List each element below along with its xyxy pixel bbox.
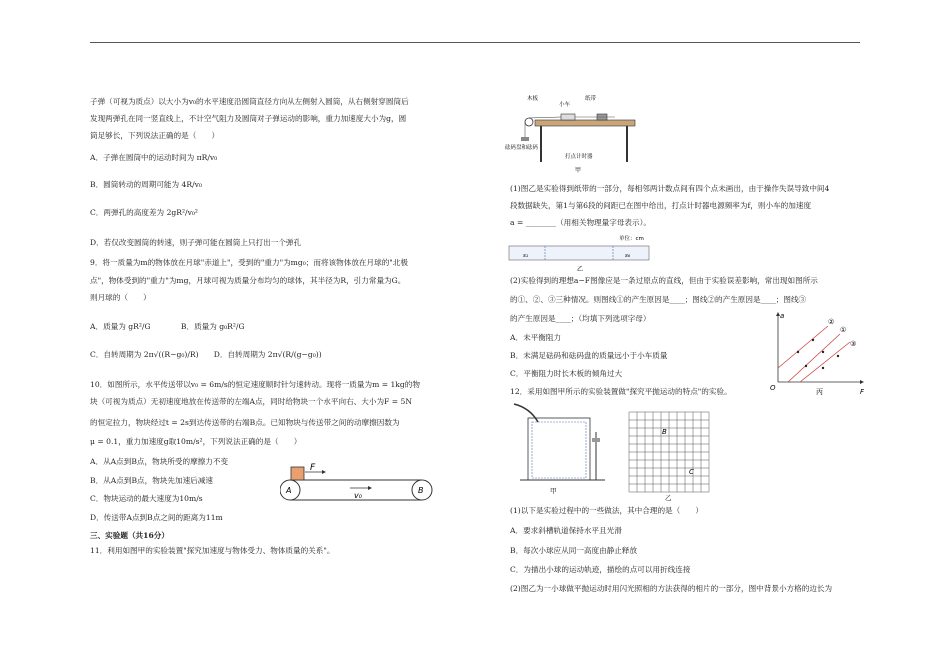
text-line: 子弹（可视为质点）以大小为v₀的水平速度沿圆筒直径方向从左侧射入圆筒，从右侧射穿圆筒后	[90, 97, 409, 106]
point-a-label: A	[286, 486, 292, 495]
option-b: B．每次小球应从同一高度由静止释放	[510, 546, 638, 555]
option-d: D．若仅改变圆筒的转速，则子弹可能在圆筒上只打出一个弹孔	[90, 238, 302, 247]
text-line: 发现两弹孔在同一竖直线上，不计空气阻力及圆筒对子弹运动的影响，重力加速度大小为g，圆	[90, 114, 407, 123]
option-b: B．未满足砝码和砝码盘的质量远小于小车质量	[510, 351, 668, 360]
board-label: 木板	[527, 96, 539, 102]
question-9: 9．将一质量为m的物体放在月球"赤道上"，受到的"重力"为mg₀；而将该物体放在月球的"北极	[90, 258, 408, 267]
unit-label: 单位：cm	[619, 236, 644, 242]
tape-label: 纸带	[585, 96, 597, 102]
option-c: C．为描出小球的运动轨迹，描绘的点可以用折线连接	[510, 565, 691, 574]
fig-caption: 丙	[816, 388, 823, 396]
line-3-label: ③	[850, 340, 857, 348]
options-cd: C．自转周期为 2π√((R−g₀)/R) D．自转周期为 2π√(R/(g−g₀))	[90, 350, 322, 359]
conveyor-figure	[280, 460, 440, 506]
block	[291, 467, 304, 480]
paper-tape-figure	[505, 232, 655, 274]
option-a: A．要求斜槽轨道保持水平且光滑	[510, 526, 622, 535]
text-line: (2)图乙为一小球做平抛运动时用闪光照相的方法获得的相片的一部分，图中背景小方格的边长为	[510, 584, 833, 593]
axis-a-label: a	[780, 312, 785, 320]
fig-caption-right: 乙	[665, 494, 672, 502]
text-line: 的①、②、③三种情况。则图线①的产生原因是____；图线②的产生原因是____；图线③	[510, 295, 807, 304]
line-1-label: ②	[828, 318, 835, 326]
option-a: A．未平衡阻力	[510, 333, 562, 342]
text-line: 筒足够长，下列说法正确的是（ ）	[90, 131, 220, 140]
option-a: A．子弹在圆筒中的运动时间为 πR/v₀	[90, 153, 218, 162]
text-line: μ = 0.1，重力加速度g取10m/s²，下列说法正确的是（ ）	[90, 437, 302, 446]
text-line: (2)实验得到的理想a−F图像应是一条过原点的直线，但由于实验误差影响，常出现如图所示	[510, 276, 818, 285]
text-line: a = ________（用相关物理量字母表示）。	[510, 218, 652, 227]
axis-f-label: F	[860, 388, 865, 396]
text-line: 块（可视为质点）无初速度地放在传送带的左端A点，同时给物块一个水平向右、大小为F = 5N	[90, 397, 412, 406]
velocity-label: v₀	[354, 491, 362, 500]
text-line: 的产生原因是____；（均填下列选项字母）	[510, 314, 651, 323]
text-line: 的恒定拉力，物块经过t = 2s到达传送带的右端B点。已知物块与传送带之间的动摩擦因数为	[90, 418, 400, 427]
fig-caption-left: 甲	[550, 487, 557, 495]
option-d: D．传送带A点到B点之间的距离为11m	[90, 513, 223, 522]
weight-label: 砝码盘和砝码	[505, 145, 539, 151]
point-b-label: B	[418, 486, 424, 495]
fig-caption: 乙	[577, 266, 584, 273]
point-c-label: C	[689, 468, 694, 476]
question-11: 11．利用如图甲的实验装置"探究加速度与物体受力、物体质量的关系"。	[90, 546, 335, 555]
af-graph	[768, 310, 868, 396]
timer-label: 打点计时器	[565, 154, 593, 160]
text-line: 则月球的（ ）	[90, 293, 151, 302]
s6-label: s₆	[625, 253, 631, 259]
s1-label: s₁	[523, 253, 529, 259]
fig-caption: 甲	[575, 167, 582, 174]
option-b: B．圆筒转动的周期可能为 4R/v₀	[90, 180, 202, 189]
projectile-apparatus	[510, 400, 615, 500]
point-b-label: B	[662, 428, 667, 436]
text-line: (1)图乙是实验得到纸带的一部分，每相邻两计数点间有四个点未画出，由于操作失误导致中间4	[510, 184, 830, 193]
option-c: C．平衡阻力时长木板的倾角过大	[510, 369, 623, 378]
header-rule	[90, 42, 860, 43]
text-line: (1)以下是实验过程中的一些做法，其中合理的是（ ）	[510, 506, 704, 515]
options-ab: A．质量为 gR²/G B．质量为 g₀R²/G	[90, 322, 245, 331]
force-label: F	[310, 463, 316, 473]
origin-label: O	[770, 384, 776, 392]
section-heading: 三、实验题（共16分）	[90, 531, 169, 540]
option-c: C．物块运动的最大速度为10m/s	[90, 494, 203, 503]
cart-label: 小车	[559, 102, 571, 108]
text-line: 点"，物体受到的"重力"为mg，月球可视为质量分布均匀的球体，其半径为R，引力常量为G。	[90, 276, 406, 285]
question-12: 12．采用如图甲所示的实验装置做"探究平抛运动的特点"的实验。	[510, 387, 732, 396]
question-10: 10．如图所示，水平传送带以v₀ = 6m/s的恒定速度顺时针匀速转动。现将一质量为m = 1kg的物	[90, 380, 420, 389]
photo-grid	[625, 408, 713, 504]
option-a: A．从A点到B点，物块所受的摩擦力不变	[90, 457, 229, 466]
apparatus-figure	[505, 92, 645, 174]
text-line: 段数据缺失，第1与第6段的间距已在图中给出，打点计时器电源频率为f，则小车的加速度	[510, 201, 812, 210]
option-b: B．从A点到B点，物块先加速后减速	[90, 476, 213, 485]
option-c: C．两弹孔的高度差为 2gR²/v₀²	[90, 208, 198, 217]
line-2-label: ①	[840, 326, 847, 334]
